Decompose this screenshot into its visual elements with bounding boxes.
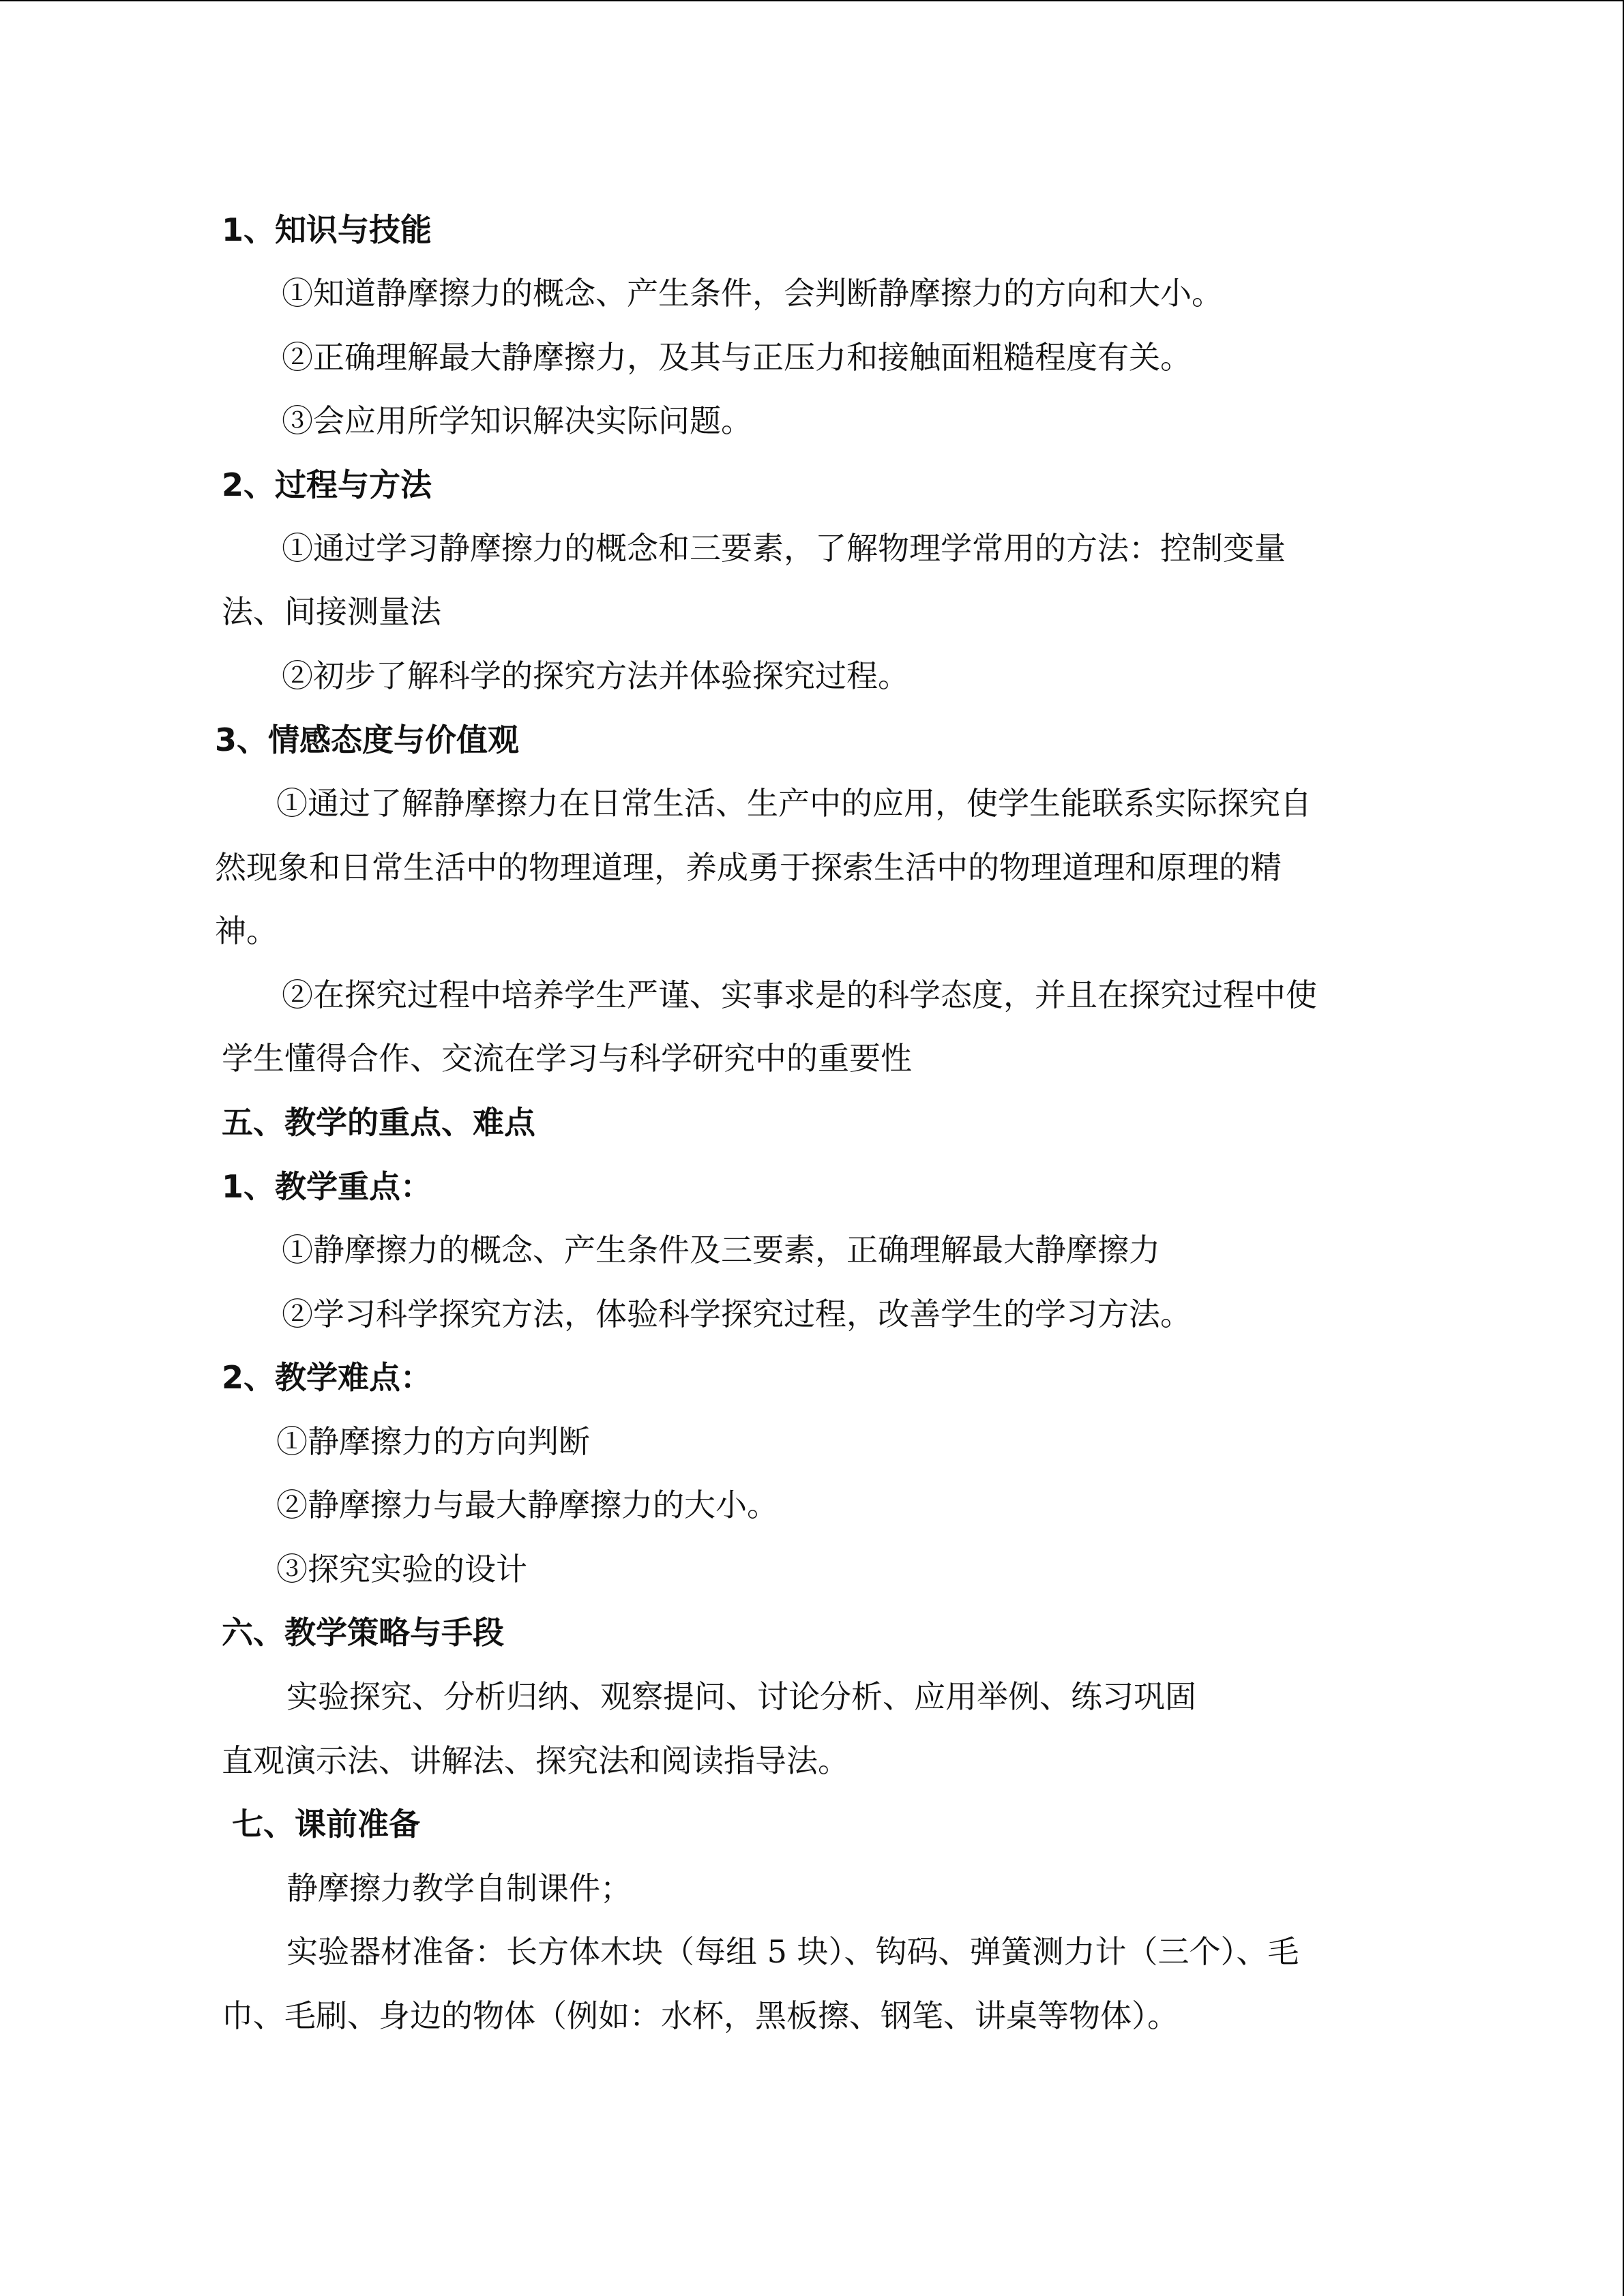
list-item: ①通过了解静摩擦力在日常生活、生产中的应用，使学生能联系实际探究自: [276, 785, 1312, 822]
list-item: ②在探究过程中培养学生严谨、实事求是的科学态度，并且在探究过程中使: [282, 976, 1317, 1013]
paragraph-line: 直观演示法、讲解法、探究法和阅读指导法。: [222, 1742, 849, 1779]
section-heading-emotion-values: 3、情感态度与价值观: [215, 721, 520, 758]
section-heading-knowledge-skills: 1、知识与技能: [222, 211, 432, 248]
list-item-continuation: 学生懂得合作、交流在学习与科学研究中的重要性: [222, 1040, 912, 1077]
list-item: ②正确理解最大静摩擦力，及其与正压力和接触面粗糙程度有关。: [282, 339, 1192, 376]
list-item: ②学习科学探究方法，体验科学探究过程，改善学生的学习方法。: [282, 1296, 1192, 1332]
paragraph-line: 实验探究、分析归纳、观察提问、讨论分析、应用举例、练习巩固: [286, 1678, 1196, 1715]
paragraph-line: 实验器材准备：长方体木块（每组 5 块）、钩码、弹簧测力计（三个）、毛: [286, 1933, 1299, 1970]
list-item: ①通过学习静摩擦力的概念和三要素，了解物理学常用的方法：控制变量: [282, 530, 1286, 567]
list-item: ②静摩擦力与最大静摩擦力的大小。: [276, 1487, 778, 1523]
list-item: ①静摩擦力的概念、产生条件及三要素，正确理解最大静摩擦力: [282, 1232, 1160, 1268]
section-heading-preparation: 七、课前准备: [232, 1806, 420, 1843]
subsection-heading-teaching-difficulty: 2、教学难点：: [222, 1359, 432, 1396]
section-heading-strategy: 六、教学策略与手段: [222, 1614, 504, 1651]
section-heading-process-method: 2、过程与方法: [222, 466, 432, 503]
list-item: ③探究实验的设计: [276, 1551, 527, 1587]
section-heading-key-points: 五、教学的重点、难点: [222, 1104, 535, 1141]
subsection-heading-teaching-focus: 1、教学重点：: [222, 1168, 432, 1205]
paragraph-line: 静摩擦力教学自制课件；: [286, 1870, 632, 1907]
list-item-continuation: 然现象和日常生活中的物理道理，养成勇于探索生活中的物理道理和原理的精: [215, 849, 1282, 886]
list-item: ③会应用所学知识解决实际问题。: [282, 402, 752, 439]
paragraph-line: 巾、毛刷、身边的物体（例如：水杯，黑板擦、钢笔、讲桌等物体）。: [222, 1997, 1179, 2034]
list-item: ①知道静摩擦力的概念、产生条件，会判断静摩擦力的方向和大小。: [282, 275, 1223, 312]
list-item-continuation: 神。: [215, 912, 278, 949]
list-item: ①静摩擦力的方向判断: [276, 1423, 590, 1460]
list-item-continuation: 法、间接测量法: [222, 593, 441, 630]
list-item: ②初步了解科学的探究方法并体验探究过程。: [282, 657, 909, 694]
